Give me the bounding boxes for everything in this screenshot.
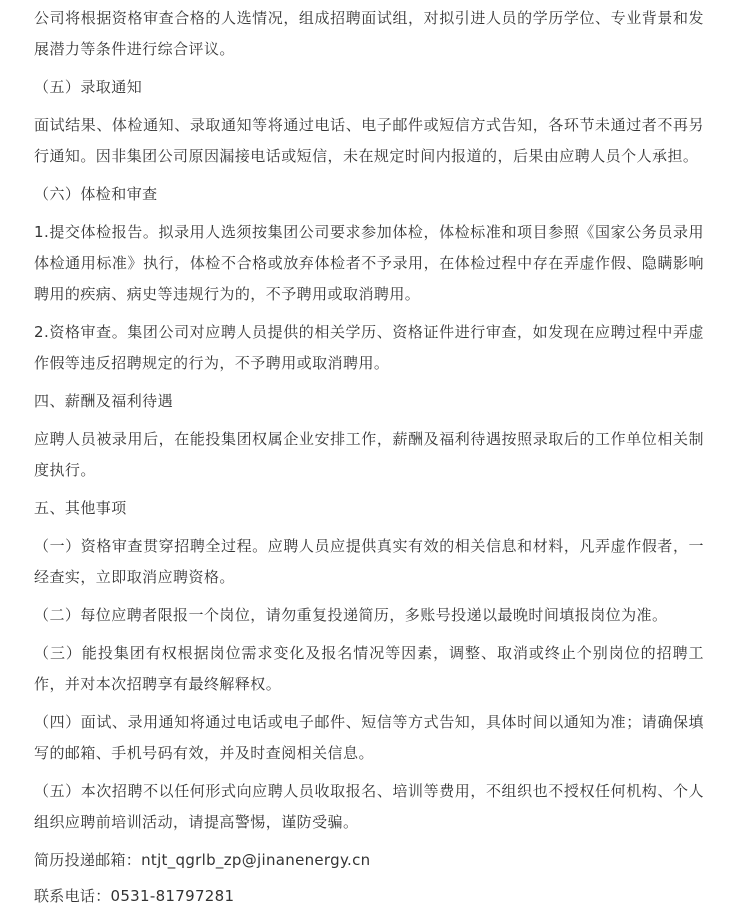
heading-medical-and-review: （六）体检和审查 xyxy=(34,185,158,203)
paragraph-other-matter-5: （五）本次招聘不以任何形式向应聘人员收取报名、培训等费用，不组织也不授权任何机构、个人组织应聘前培训活动，请提高警惕，谨防受骗。 xyxy=(34,782,704,831)
paragraph-salary-benefits: 应聘人员被录用后，在能投集团权属企业安排工作，薪酬及福利待遇按照录取后的工作单位相关制度执行。 xyxy=(34,430,704,479)
heading-salary-benefits: 四、薪酬及福利待遇 xyxy=(34,392,174,410)
paragraph-interview-evaluation: 公司将根据资格审查合格的人选情况，组成招聘面试组，对拟引进人员的学历学位、专业背景和发展潜力等条件进行综合评议。 xyxy=(34,9,704,58)
paragraph-admission-notice: 面试结果、体检通知、录取通知等将通过电话、电子邮件或短信方式告知，各环节未通过者不再另行通知。因非集团公司原因漏接电话或短信，未在规定时间内报道的，后果由应聘人员个人承担。 xyxy=(34,116,704,165)
heading-admission-notice: （五）录取通知 xyxy=(34,78,143,96)
paragraph-other-matter-3: （三）能投集团有权根据岗位需求变化及报名情况等因素，调整、取消或终止个别岗位的招聘工作，并对本次招聘享有最终解释权。 xyxy=(34,644,704,693)
heading-other-matters: 五、其他事项 xyxy=(34,499,127,517)
paragraph-medical-report: 1.提交体检报告。拟录用人选须按集团公司要求参加体检，体检标准和项目参照《国家公务员录用体检通用标准》执行，体检不合格或放弃体检者不予录用，在体检过程中存在弄虚作假、隐瞒影响聘用的疾病、病史等违规行为的，不予聘用或取消聘用。 xyxy=(34,223,704,303)
paragraph-other-matter-1: （一）资格审查贯穿招聘全过程。应聘人员应提供真实有效的相关信息和材料，凡弄虚作假者，一经查实，立即取消应聘资格。 xyxy=(34,537,704,586)
paragraph-qualification-review: 2.资格审查。集团公司对应聘人员提供的相关学历、资格证件进行审查，如发现在应聘过程中弄虚作假等违反招聘规定的行为，不予聘用或取消聘用。 xyxy=(34,323,704,372)
contact-phone: 联系电话：0531-81797281 xyxy=(34,887,235,905)
paragraph-other-matter-4: （四）面试、录用通知将通过电话或电子邮件、短信等方式告知，具体时间以通知为准；请确保填写的邮箱、手机号码有效，并及时查阅相关信息。 xyxy=(34,713,704,762)
contact-email: 简历投递邮箱：ntjt_qgrlb_zp@jinanenergy.cn xyxy=(34,851,371,869)
paragraph-other-matter-2: （二）每位应聘者限报一个岗位，请勿重复投递简历，多账号投递以最晚时间填报岗位为准。 xyxy=(34,606,668,624)
